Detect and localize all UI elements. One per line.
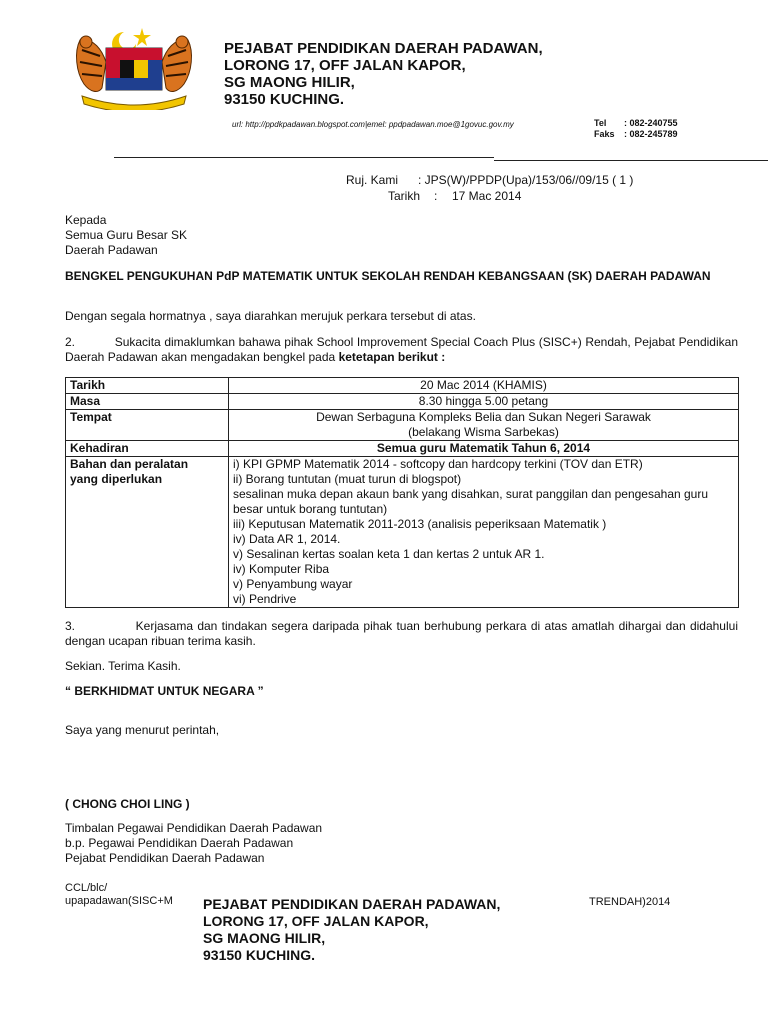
ruj-value: : JPS(W)/PPDP(Upa)/153/06//09/15 ( 1 ) xyxy=(418,173,634,187)
header-address xyxy=(224,40,543,108)
tarikh-colon: : xyxy=(434,189,438,203)
footer-address-line: SG MAONG HILIR, xyxy=(203,930,326,946)
list-item: iv) Komputer Riba xyxy=(233,562,330,576)
header-address-line: SG MAONG HILIR, xyxy=(224,74,355,91)
signatory-title-line: Timbalan Pegawai Pendidikan Daerah Padawan xyxy=(65,821,323,835)
table-key: Kehadiran xyxy=(66,441,229,457)
table-key: Tempat xyxy=(66,410,229,441)
table-row xyxy=(66,441,739,457)
contact-url-line: url: http://ppdkpadawan.blogspot.com|emel: ppdpadawan.moe@1govuc.gov.my xyxy=(232,120,514,129)
paragraph-number: 2. xyxy=(65,335,76,349)
footer-reference-line: upapadawan(SISC+M xyxy=(65,895,173,907)
paragraph-3-text: Kerjasama dan tindakan segera daripada pihak tuan berhubung perkara di atas amatlah dihargai dan didahului dengan ucapan ribuan terima kasih. xyxy=(65,619,738,648)
coat-of-arms-logo xyxy=(72,22,196,110)
header-divider xyxy=(494,160,768,161)
list-item: iv) Data AR 1, 2014. xyxy=(233,532,341,546)
motto: “ BERKHIDMAT UNTUK NEGARA ” xyxy=(65,684,264,698)
header-address-line: 93150 KUCHING. xyxy=(224,91,345,108)
letter-subject: BENGKEL PENGUKUHAN PdP MATEMATIK UNTUK SEKOLAH RENDAH KEBANGSAAN (SK) DAERAH PADAWAN xyxy=(65,269,711,283)
header-address-line: LORONG 17, OFF JALAN KAPOR, xyxy=(224,57,466,74)
signatory-titles xyxy=(65,821,738,866)
signatory-title-line: Pejabat Pendidikan Daerah Padawan xyxy=(65,851,265,865)
tel-value: : 082-240755 xyxy=(624,118,678,128)
tel-label: Tel xyxy=(594,118,607,128)
paragraph-2-bold: ketetapan berikut : xyxy=(338,350,446,364)
table-row xyxy=(66,394,739,410)
table-row xyxy=(66,410,739,441)
intro-paragraph: Dengan segala hormatnya , saya diarahkan merujuk perkara tersebut di atas. xyxy=(65,309,476,323)
table-key xyxy=(66,457,229,608)
recipient-line: Semua Guru Besar SK xyxy=(65,228,188,242)
table-row xyxy=(66,378,739,394)
table-key-line: yang diperlukan xyxy=(70,472,163,486)
footer-address-line: 93150 KUCHING. xyxy=(203,947,316,963)
recipient-block xyxy=(65,213,738,258)
tarikh-value: 17 Mac 2014 xyxy=(452,189,522,203)
paragraph-2 xyxy=(65,335,738,365)
list-item: i) KPI GPMP Matematik 2014 - softcopy dan hardcopy terkini (TOV dan ETR) xyxy=(233,457,643,471)
list-item: iii) Keputusan Matematik 2011-2013 (analisis peperiksaan Matematik ) xyxy=(233,517,607,531)
footer-reference xyxy=(65,882,173,908)
materials-list xyxy=(229,457,739,608)
signatory-name: ( CHONG CHOI LING ) xyxy=(65,797,190,811)
reference-block xyxy=(346,172,633,204)
list-item: ii) Borang tuntutan (muat turun di blogspot) xyxy=(233,472,462,486)
workshop-details-table xyxy=(65,377,739,608)
fax-value: : 082-245789 xyxy=(624,129,678,139)
recipient-line: Kepada xyxy=(65,213,107,227)
ruj-label: Ruj. Kami xyxy=(346,173,399,187)
table-row xyxy=(66,457,739,608)
table-value xyxy=(229,410,739,441)
table-key-line: Bahan dan peralatan xyxy=(70,457,189,471)
header-divider xyxy=(114,157,494,158)
recipient-line: Daerah Padawan xyxy=(65,243,158,257)
table-value: 8.30 hingga 5.00 petang xyxy=(229,394,739,410)
footer-address xyxy=(203,896,500,964)
table-key: Masa xyxy=(66,394,229,410)
header-address-line: PEJABAT PENDIDIKAN DAERAH PADAWAN, xyxy=(224,40,543,57)
table-value: 20 Mac 2014 (KHAMIS) xyxy=(229,378,739,394)
tel-fax-block xyxy=(594,118,678,140)
table-value-line: (belakang Wisma Sarbekas) xyxy=(408,425,559,439)
list-item: v) Sesalinan kertas soalan keta 1 dan kertas 2 untuk AR 1. xyxy=(233,547,545,561)
tarikh-label: Tarikh xyxy=(388,189,421,203)
paragraph-2-text: Sukacita dimaklumkan bahawa pihak School Improvement Special Coach Plus (SISC+) Rendah, Pejabat Pendidikan Daerah Padawan akan mengadakan bengkel pada xyxy=(65,335,738,364)
table-key: Tarikh xyxy=(66,378,229,394)
signatory-title-line: b.p. Pegawai Pendidikan Daerah Padawan xyxy=(65,836,294,850)
footer-right-text: TRENDAH)2014 xyxy=(589,896,671,908)
table-value: Semua guru Matematik Tahun 6, 2014 xyxy=(229,441,739,457)
fax-label: Faks xyxy=(594,129,615,139)
footer-address-line: PEJABAT PENDIDIKAN DAERAH PADAWAN, xyxy=(203,896,501,912)
list-item: v) Penyambung wayar xyxy=(233,577,353,591)
paragraph-number: 3. xyxy=(65,619,76,633)
list-item: vi) Pendrive xyxy=(233,592,297,606)
table-value-line: Dewan Serbaguna Kompleks Belia dan Sukan Negeri Sarawak xyxy=(316,410,651,424)
paragraph-3 xyxy=(65,619,738,649)
list-item: sesalinan muka depan akaun bank yang disahkan, surat panggilan dan pengesahan guru besar untuk borang tuntutan) xyxy=(233,487,709,516)
footer-address-line: LORONG 17, OFF JALAN KAPOR, xyxy=(203,913,429,929)
signoff-line: Saya yang menurut perintah, xyxy=(65,723,220,737)
closing-line: Sekian. Terima Kasih. xyxy=(65,659,181,673)
footer-reference-line: CCL/blc/ xyxy=(65,882,108,894)
